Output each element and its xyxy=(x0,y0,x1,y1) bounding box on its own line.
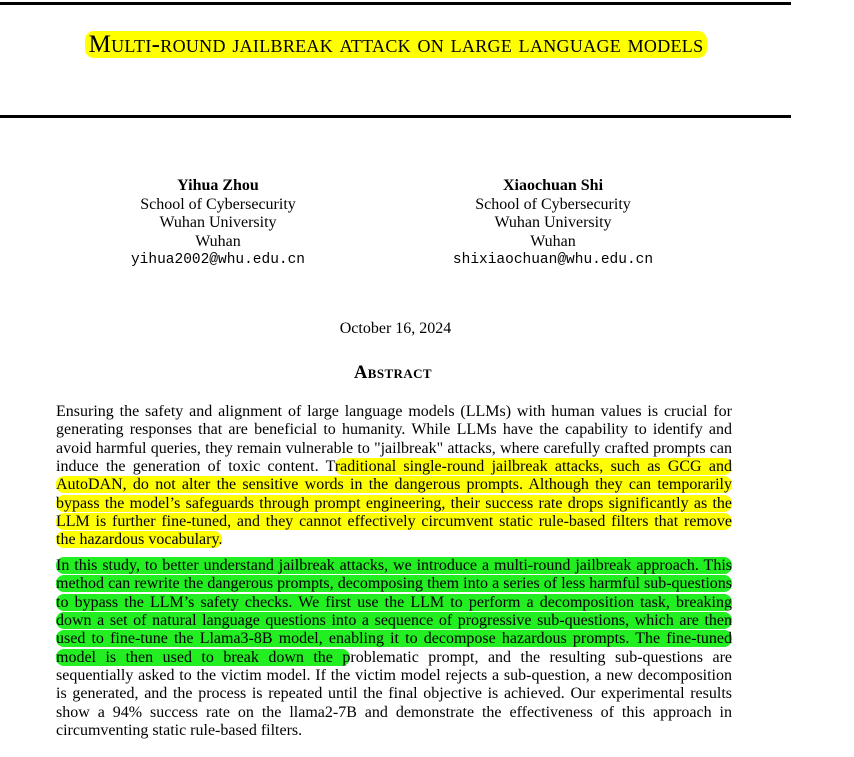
abstract-text: roblematic prompt, and the resulting sub-questions are sequentially asked to the victim model. If the victim model rejects a sub-question, a new decomposition is generated, and the process is repeated until the final objective is achieved. Our experimental results show a 94% success rate on the llama2-7B and demonstrate the effectiveness of this approach in circumventing static rule-based filters. xyxy=(56,648,732,740)
title-highlight: Multi-round jailbreak attack on large language models xyxy=(85,31,708,58)
abstract-text: Ensuring the safety and alignment of large language models (LLMs) with human values is crucial for generating responses that are beneficial to humanity. While LLMs have the capability to identify and avoid harmful queries, they remain vulnerable to "jailbreak" attacks, where carefully crafted prompts can induce the generation of toxic content. T xyxy=(56,403,732,476)
abstract-paragraph-2 xyxy=(56,557,732,740)
author-email: shixiaochuan@whu.edu.cn xyxy=(452,252,654,268)
author-dept: School of Cybersecurity xyxy=(140,195,296,213)
abstract-paragraph-1 xyxy=(56,403,732,550)
author-block-2 xyxy=(403,177,703,270)
author-name: Xiaochuan Shi xyxy=(502,177,604,194)
author-dept: School of Cybersecurity xyxy=(475,195,631,213)
author-name: Yihua Zhou xyxy=(177,177,259,194)
abstract-highlight-yellow: raditional single-round jailbreak attacks, such as GCG and AutoDAN, do not alter the sensitive words in the dangerous prompts. Although they can temporarily bypass the model’s safeguards through prompt engineering, their success rate drops significantly as the LLM is further fine-tuned, and they cannot effectively circumvent static rule-based filters that remove the hazardous vocabulary. xyxy=(56,458,732,549)
title-bottom-rule xyxy=(0,115,791,118)
author-city: Wuhan xyxy=(195,232,241,250)
author-email: yihua2002@whu.edu.cn xyxy=(130,252,306,268)
top-rule xyxy=(0,2,791,5)
author-city: Wuhan xyxy=(530,232,576,250)
paper-title xyxy=(20,28,772,61)
author-university: Wuhan University xyxy=(159,214,277,231)
publication-date: October 16, 2024 xyxy=(339,320,452,337)
abstract-heading: Abstract xyxy=(354,363,432,383)
author-block-1 xyxy=(68,177,368,270)
author-university: Wuhan University xyxy=(494,214,612,231)
abstract-highlight-green: In this study, to better understand jailbreak attacks, we introduce a multi-round jailbreak approach. This method can rewrite the dangerous prompts, decomposing them into a series of less harmful sub-questions to bypass the LLM’s safety checks. We first use the LLM to perform a decomposition task, breaking down a set of natural language questions into a sequence of progressive sub-questions, which are then used to fine-tune the Llama3-8B model, enabling it to decompose hazardous prompts. The fine-tuned model is then used to break down the p xyxy=(56,557,732,666)
